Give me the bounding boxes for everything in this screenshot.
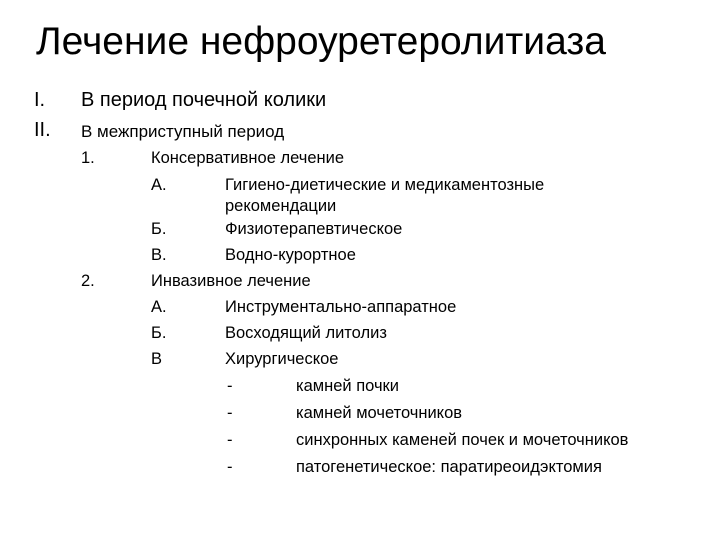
item-2-text: В межприступный период (81, 122, 285, 141)
surgery-item-4: патогенетическое: паратиреоидэктомия (296, 458, 602, 476)
sub-1b-marker: Б. (151, 220, 167, 238)
slide-title: Лечение нефроуретеролитиаза (36, 20, 606, 63)
surgery-dash-1: - (227, 377, 233, 395)
item-1-text: В период почечной колики (81, 89, 327, 111)
sub-1b-text: Физиотерапевтическое (225, 220, 403, 238)
sub-2a-marker: А. (151, 298, 167, 316)
sub-2-text: Инвазивное лечение (151, 272, 311, 290)
sub-1a-text-line1: Гигиено-диетические и медикаментозные (225, 176, 545, 194)
surgery-item-3: синхронных каменей почек и мочеточников (296, 431, 629, 449)
sub-1c-text: Водно-курортное (225, 246, 356, 264)
sub-1a-text-line2: рекомендации (225, 197, 337, 215)
sub-2c-text: Хирургическое (225, 350, 339, 368)
surgery-dash-3: - (227, 431, 233, 449)
sub-1a-marker: А. (151, 176, 167, 194)
sub-2-marker: 2. (81, 272, 95, 290)
surgery-item-2: камней мочеточников (296, 404, 463, 422)
sub-2b-marker: Б. (151, 324, 167, 342)
item-2-marker: II. (34, 119, 51, 141)
sub-2b-text: Восходящий литолиз (225, 324, 387, 342)
sub-2a-text: Инструментально-аппаратное (225, 298, 457, 316)
sub-1-marker: 1. (81, 149, 95, 167)
surgery-dash-2: - (227, 404, 233, 422)
surgery-dash-4: - (227, 458, 233, 476)
item-1-marker: I. (34, 89, 46, 111)
sub-2c-marker: В (151, 350, 163, 368)
sub-1c-marker: В. (151, 246, 167, 264)
sub-1-text: Консервативное лечение (151, 149, 345, 167)
surgery-item-1: камней почки (296, 377, 399, 395)
